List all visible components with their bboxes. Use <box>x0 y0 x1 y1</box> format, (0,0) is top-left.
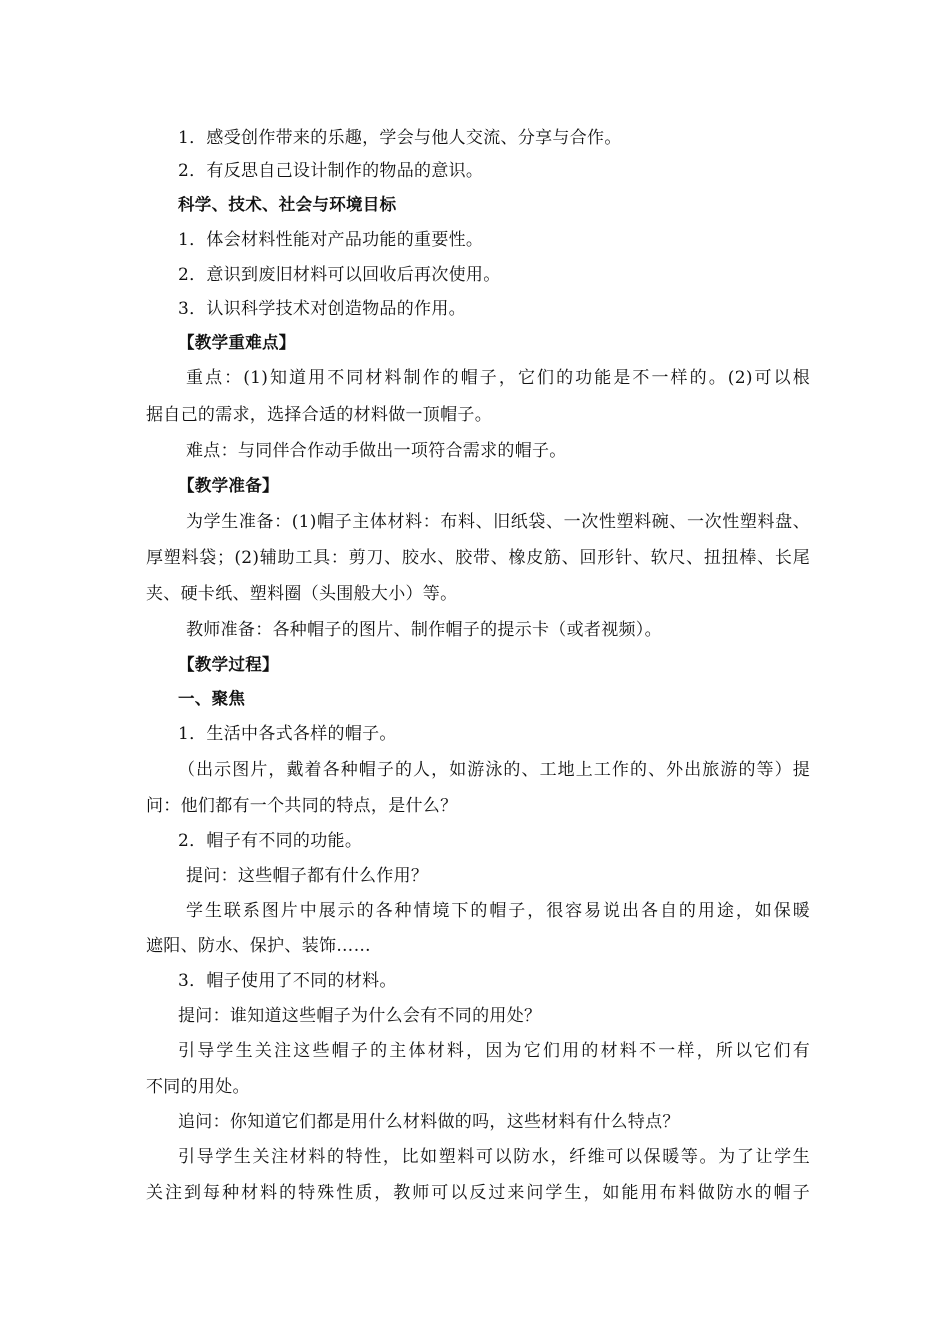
focus-item-2: 2．帽子有不同的功能。 <box>178 831 363 851</box>
goal-item-1: 1．感受创作带来的乐趣，学会与他人交流、分享与合作。 <box>178 128 622 148</box>
focus-paragraph-4-line-2: 关注到每种材料的特殊性质，教师可以反过来问学生，如能用布料做防水的帽子 <box>146 1183 810 1203</box>
key-point-line-2: 据自己的需求，选择合适的材料做一顶帽子。 <box>146 405 492 425</box>
focus-item-3: 3．帽子使用了不同的材料。 <box>178 971 397 991</box>
section-heading-sts-goals: 科学、技术、社会与环境目标 <box>178 195 397 214</box>
student-prep-line-3: 夹、硬卡纸、塑料圈（头围般大小）等。 <box>146 584 458 604</box>
key-point-line-1: 重点：(1)知道用不同材料制作的帽子，它们的功能是不一样的。(2)可以根 <box>186 368 810 388</box>
difficulty-line: 难点：与同伴合作动手做出一项符合需求的帽子。 <box>186 441 567 461</box>
sts-goal-item-3: 3．认识科学技术对创造物品的作用。 <box>178 299 466 319</box>
section-heading-preparation: 【教学准备】 <box>178 476 279 495</box>
focus-followup-question: 追问：你知道它们都是用什么材料做的吗，这些材料有什么特点？ <box>178 1112 680 1132</box>
focus-paragraph-2-line-1: 学生联系图片中展示的各种情境下的帽子，很容易说出各自的用途，如保暖 <box>186 901 810 921</box>
focus-question-1: 提问：这些帽子都有什么作用？ <box>186 866 429 886</box>
section-heading-key-points: 【教学重难点】 <box>178 333 296 352</box>
focus-paragraph-1-line-2: 问：他们都有一个共同的特点，是什么？ <box>146 796 458 816</box>
focus-question-2: 提问：谁知道这些帽子为什么会有不同的用处？ <box>178 1006 542 1026</box>
section-heading-process: 【教学过程】 <box>178 655 279 674</box>
teacher-prep-line: 教师准备：各种帽子的图片、制作帽子的提示卡（或者视频）。 <box>186 620 662 640</box>
focus-paragraph-4-line-1: 引导学生关注材料的特性，比如塑料可以防水，纤维可以保暖等。为了让学生 <box>178 1147 810 1167</box>
sts-goal-item-2: 2．意识到废旧材料可以回收后再次使用。 <box>178 265 501 285</box>
subsection-heading-focus: 一、聚焦 <box>178 689 246 708</box>
focus-paragraph-2-line-2: 遮阳、防水、保护、装饰…… <box>146 936 371 956</box>
student-prep-line-1: 为学生准备：(1)帽子主体材料：布料、旧纸袋、一次性塑料碗、一次性塑料盘、 <box>186 512 810 532</box>
student-prep-line-2: 厚塑料袋；(2)辅助工具：剪刀、胶水、胶带、橡皮筋、回形针、软尺、扭扭棒、长尾 <box>146 548 810 568</box>
sts-goal-item-1: 1．体会材料性能对产品功能的重要性。 <box>178 230 484 250</box>
focus-paragraph-1-line-1: （出示图片，戴着各种帽子的人，如游泳的、工地上工作的、外出旅游的等）提 <box>178 760 810 780</box>
focus-paragraph-3-line-2: 不同的用处。 <box>146 1077 250 1097</box>
focus-paragraph-3-line-1: 引导学生关注这些帽子的主体材料，因为它们用的材料不一样，所以它们有 <box>178 1041 810 1061</box>
goal-item-2: 2．有反思自己设计制作的物品的意识。 <box>178 161 484 181</box>
focus-item-1: 1．生活中各式各样的帽子。 <box>178 724 397 744</box>
